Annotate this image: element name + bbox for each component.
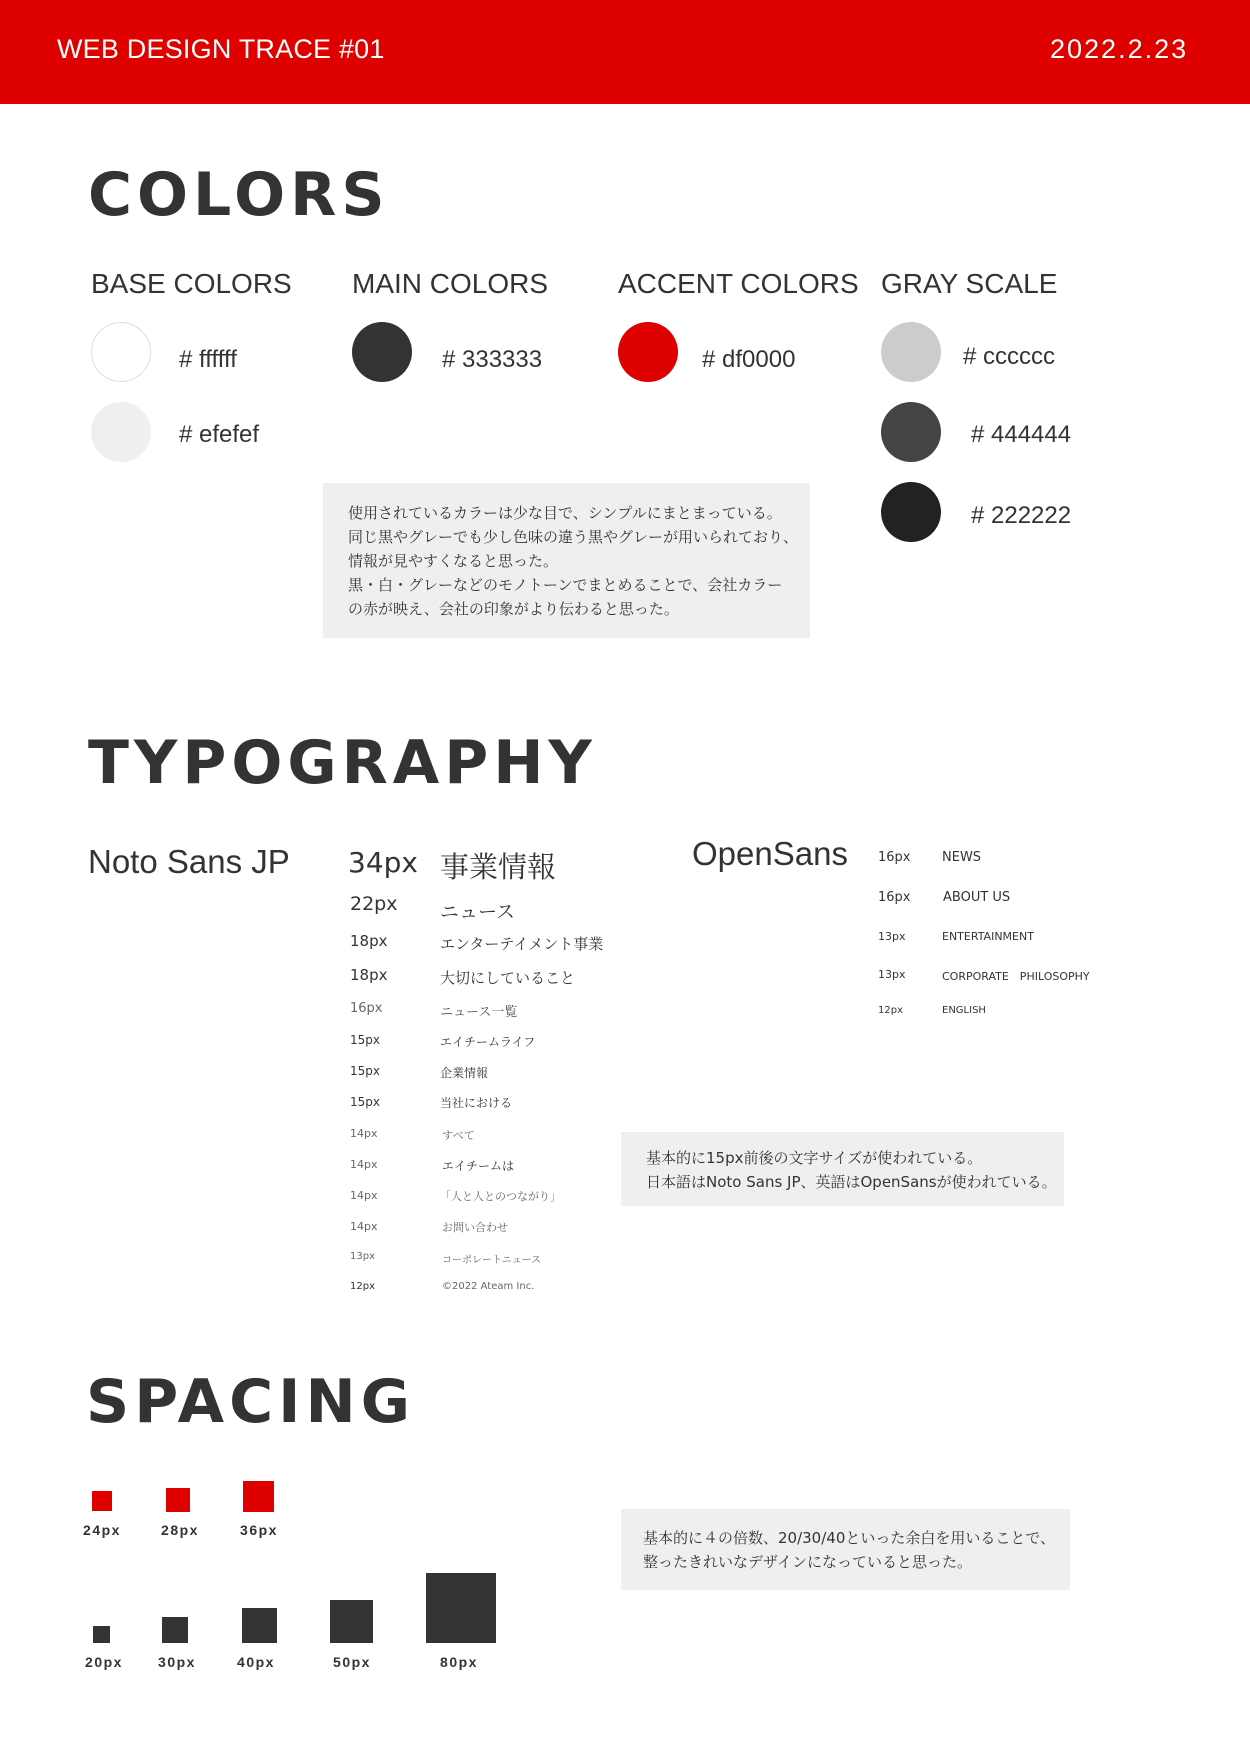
en-size-label: 13px — [878, 930, 906, 943]
jp-size-label: 15px — [350, 1095, 380, 1109]
en-size-label: 13px — [878, 968, 906, 981]
color-hex-222222: # 222222 — [971, 502, 1072, 529]
spacing-label-24px: 24px — [83, 1522, 121, 1538]
jp-sample-text: コーポレートニュース — [442, 1255, 542, 1266]
colors-note-line: 同じ黒やグレーでも少し色味の違う黒やグレーが用いられており、 — [348, 528, 799, 546]
colors-note-line: 情報が見やすくなると思った。 — [348, 552, 559, 570]
typography-note-line: 基本的に15px前後の文字サイズが使われている。 — [646, 1149, 983, 1167]
jp-size-label: 18px — [350, 932, 388, 950]
color-swatch-222222 — [881, 482, 941, 542]
color-hex-333333: # 333333 — [442, 346, 543, 373]
spacing-label-50px: 50px — [333, 1654, 371, 1670]
colors-note — [323, 483, 810, 638]
color-hex-df0000: # df0000 — [702, 346, 796, 373]
base-colors-label: BASE COLORS — [91, 268, 292, 299]
spacing-square-40px — [242, 1608, 277, 1643]
spacing-square-20px — [93, 1626, 110, 1643]
en-sample-text: ENTERTAINMENT — [942, 930, 1034, 943]
color-swatch-333333 — [352, 322, 412, 382]
color-hex-444444: # 444444 — [971, 421, 1072, 448]
header-bar — [0, 0, 1250, 104]
colors-note-line: 黒・白・グレーなどのモノトーンでまとめることで、会社カラー — [348, 576, 783, 594]
jp-sample-text: ©2022 Ateam Inc. — [442, 1281, 535, 1292]
jp-sample-text: ニュース一覧 — [440, 1005, 518, 1020]
color-hex-cccccc: # cccccc — [963, 343, 1056, 370]
color-swatch-efefef — [91, 402, 151, 462]
jp-size-label: 14px — [350, 1158, 378, 1171]
jp-size-label: 16px — [350, 1001, 383, 1016]
jp-sample-text: お問い合わせ — [442, 1221, 508, 1234]
jp-sample-text: 事業情報 — [440, 850, 557, 884]
spacing-square-24px — [92, 1491, 112, 1511]
spacing-label-30px: 30px — [158, 1654, 196, 1670]
en-sample-text: NEWS — [942, 850, 982, 865]
color-swatch-ffffff — [91, 322, 151, 382]
en-sample-text: CORPORATE PHILOSOPHY — [942, 970, 1090, 983]
jp-sample-text: 「人と人とのつながり」 — [440, 1190, 561, 1203]
jp-sample-text: エンターテイメント事業 — [440, 935, 604, 953]
en-sample-text: ABOUT US — [943, 890, 1011, 905]
spacing-square-28px — [166, 1488, 190, 1512]
jp-sample-text: エイチームライフ — [440, 1035, 536, 1049]
typography-note-line: 日本語はNoto Sans JP、英語はOpenSansが使われている。 — [646, 1173, 1057, 1191]
jp-sample-text: ニュース — [440, 901, 516, 923]
jp-sample-text: 当社における — [440, 1096, 513, 1110]
jp-size-label: 14px — [350, 1127, 378, 1140]
gray-scale-label: GRAY SCALE — [881, 268, 1058, 299]
jp-size-label: 18px — [350, 966, 388, 984]
jp-sample-text: エイチームは — [442, 1159, 515, 1173]
spacing-label-20px: 20px — [85, 1654, 123, 1670]
jp-size-label: 14px — [350, 1220, 378, 1233]
spacing-label-80px: 80px — [440, 1654, 478, 1670]
jp-sample-text: 大切にしていること — [440, 969, 576, 987]
spacing-label-36px: 36px — [240, 1522, 278, 1538]
colors-note-line: の赤が映え、会社の印象がより伝わると思った。 — [348, 600, 679, 618]
accent-colors-label: ACCENT COLORS — [618, 268, 859, 299]
spacing-note-line: 整ったきれいなデザインになっていると思った。 — [643, 1553, 972, 1571]
header-date: 2022.2.23 — [1050, 34, 1189, 64]
spacing-label-28px: 28px — [161, 1522, 199, 1538]
spacing-square-80px — [426, 1573, 496, 1643]
jp-size-label: 15px — [350, 1033, 380, 1047]
spacing-square-50px — [330, 1600, 373, 1643]
en-font-name: OpenSans — [692, 835, 848, 872]
jp-size-label: 14px — [350, 1189, 378, 1202]
colors-heading: COLORS — [88, 160, 390, 230]
spacing-square-30px — [162, 1617, 188, 1643]
en-size-label: 12px — [878, 1005, 903, 1016]
jp-size-label: 15px — [350, 1064, 380, 1078]
header-title: WEB DESIGN TRACE #01 — [57, 34, 385, 64]
en-size-label: 16px — [878, 850, 911, 865]
spacing-label-40px: 40px — [237, 1654, 275, 1670]
color-hex-efefef: # efefef — [179, 421, 260, 448]
color-hex-ffffff: # ffffff — [179, 346, 237, 373]
spacing-square-36px — [243, 1481, 274, 1512]
jp-font-name: Noto Sans JP — [88, 843, 290, 880]
colors-note-line: 使用されているカラーは少な目で、シンプルにまとまっている。 — [348, 504, 782, 522]
jp-size-label: 12px — [350, 1281, 375, 1292]
jp-size-label: 13px — [350, 1251, 375, 1262]
color-swatch-df0000 — [618, 322, 678, 382]
jp-sample-text: 企業情報 — [440, 1066, 489, 1080]
jp-size-label: 34px — [348, 846, 418, 879]
main-colors-label: MAIN COLORS — [352, 268, 549, 299]
en-sample-text: ENGLISH — [942, 1005, 986, 1016]
en-size-label: 16px — [878, 890, 911, 905]
color-swatch-444444 — [881, 402, 941, 462]
typography-note — [621, 1132, 1064, 1206]
jp-sample-text: すべて — [442, 1129, 475, 1142]
color-swatch-cccccc — [881, 322, 941, 382]
typography-heading: TYPOGRAPHY — [88, 728, 597, 798]
jp-size-label: 22px — [350, 893, 398, 915]
spacing-note — [621, 1509, 1070, 1590]
spacing-heading: SPACING — [86, 1367, 415, 1437]
spacing-note-line: 基本的に４の倍数、20/30/40といった余白を用いることで、 — [643, 1529, 1056, 1547]
